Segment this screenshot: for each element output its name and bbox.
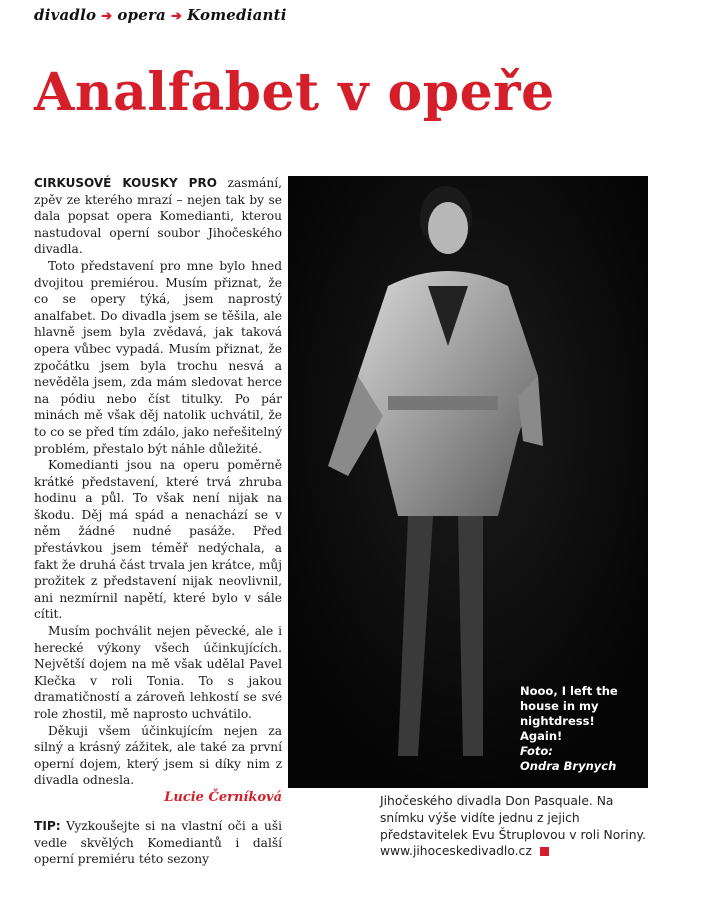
lead-caps: CIRKUSOVÉ KOUSKY PRO <box>34 176 217 190</box>
end-mark-icon <box>540 847 549 856</box>
arrow-right-icon: ➔ <box>170 9 183 24</box>
author-name: Lucie Černíková <box>164 789 282 805</box>
tip-text-continued: Jihočeského divadla Don Pasquale. Na snímku výše vidíte jednu z jejich představitelek Evu Štruplovou v roli Noriny. www.jihoceskedivadlo.cz <box>380 794 646 859</box>
photo-caption <box>520 684 640 774</box>
caption-line: house in my <box>520 699 599 713</box>
breadcrumb <box>34 6 287 24</box>
breadcrumb-item: divadlo <box>34 6 97 24</box>
caption-line: Nooo, I left the <box>520 684 618 698</box>
tip-box <box>34 818 282 868</box>
arrow-right-icon: ➔ <box>101 9 113 24</box>
performance-photo <box>288 176 648 788</box>
paragraph <box>34 175 282 258</box>
breadcrumb-item: opera <box>117 6 166 24</box>
page-title: Analfabet v opeře <box>34 62 555 123</box>
paragraph: Toto představení pro mne bylo hned dvojitou premiérou. Musím přiznat, že co se opery týká, jsem naprostý analfabet. Do divadla jsem se těšila, ale hlavně jsem byla zvědavá, jak taková opera vůbec vypadá. Musím přiznat, že zpočátku jsem byla trochu nesvá a nevěděla jsem, zda mám sledovat herce na pódiu nebo číst titulky. Po pár minách mě však děj natolik uchvátil, že to co se před tím zdálo, jako neřešitelný problém, přestalo být náhle důležité. <box>34 258 282 456</box>
tip-label: TIP: <box>34 819 61 833</box>
caption-line: Again! <box>520 729 563 743</box>
breadcrumb-item: Komedianti <box>187 6 287 24</box>
paragraph-text: zasmání, zpěv ze kterého mrazí – nejen tak by se dala popsat opera Komedianti, kterou nastudoval operní soubor Jihočeského divadla. <box>34 176 282 257</box>
article-body <box>34 175 282 807</box>
paragraph: Musím pochválit nejen pěvecké, ale i herecké výkony všech účinkujících. Největší dojem na mě však udělal Pavel Klečka v roli Tonia. To s jakou dramatičností a zároveň lehkostí se své role zhostil, mě naprosto uchvátilo. <box>34 624 282 721</box>
tip-text: Vyzkoušejte si na vlastní oči a uši vedle skvělých Komediantů i další operní premiéru této sezony <box>34 819 282 867</box>
tip-continuation <box>380 793 652 860</box>
caption-line: nightdress! <box>520 714 595 728</box>
photo-credit-name: Ondra Brynych <box>520 759 617 773</box>
paragraph: Děkuji všem účinkujícím nejen za silný a krásný zážitek, ale také za první operní dojem, který jsem si díky nim z divadla odnesla. <box>34 723 282 788</box>
paragraph: Komedianti jsou na operu poměrně krátké představení, které trvá zhruba hodinu a půl. To však není nijak na škodu. Děj má spád a nenachází se v něm žádné nudné pasáže. Před přestávkou jsem téměř nedýchala, a fakt že druhá část trvala jen krátce, můj prožitek z představení nijak neovlivnil, ani nezmírnil napětí, které bylo v sále cítit. <box>34 458 282 622</box>
photo-credit-label: Foto: <box>520 744 553 758</box>
